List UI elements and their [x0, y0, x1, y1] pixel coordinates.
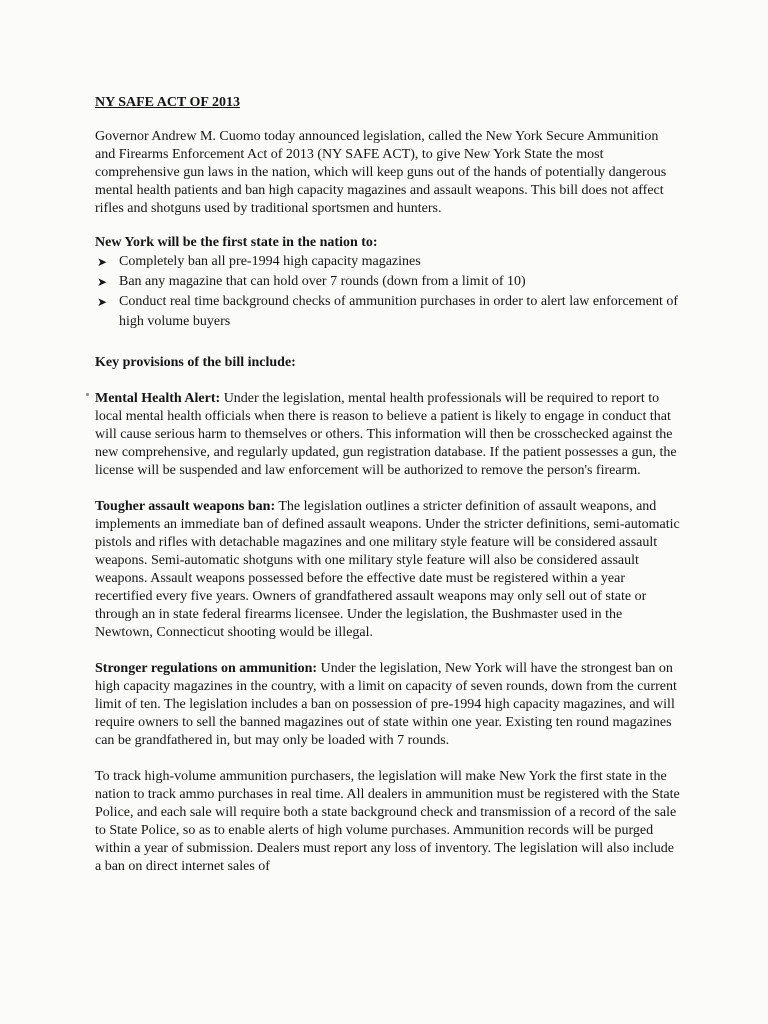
section-lead: Tougher assault weapons ban:: [95, 499, 276, 514]
section-text: Under the legislation, mental health professionals will be required to report to local mental health officials when there is reason to believe a patient is likely to engage in conduct that will cause serious harm to themselves or others. This information will then be crosschecked against the new comprehensive, and regularly updated, gun registration database. If the patient possesses a gun, the license will be suspended and law enforcement will be authorized to remove the person's firearm.: [95, 391, 677, 478]
closing-paragraph: To track high-volume ammunition purchasers, the legislation will make New York the first state in the nation to track ammo purchases in real time. All dealers in ammunition must be registered with the State Police, and each sale will require both a state background check and transmission of a record of the sale to State Police, so as to enable alerts of high volume purchases. Ammunition records will be purged within a year of submission. Dealers must report any loss of inventory. The legislation will also include a ban on direct internet sales of: [95, 769, 680, 874]
section-lead: Mental Health Alert:: [95, 391, 221, 406]
list-item: [95, 252, 680, 272]
arrow-bullet-icon: ➤: [97, 255, 108, 269]
document-body: [95, 94, 680, 876]
list-item-text: Conduct real time background checks of ammunition purchases in order to alert law enforcement of high volume buyers: [119, 294, 679, 329]
document-title: NY SAFE ACT OF 2013: [95, 95, 240, 110]
first-state-list: [95, 252, 680, 332]
section-lead: Stronger regulations on ammunition:: [95, 661, 318, 676]
section-text: The legislation outlines a stricter definition of assault weapons, and implements an immediate ban of defined assault weapons. Under the stricter definitions, semi-automatic pistols and rifles with detachable magazines and one military style feature will be considered assault weapons. Semi-automatic shotguns with one military style feature will also be considered assault weapons. Assault weapons possessed before the effective date must be registered within a year recertified every five years. Owners of grandfathered assault weapons may only sell out of state or through an in state federal firearms licensee. Under the legislation, the Bushmaster used in the Newtown, Connecticut shooting would be illegal.: [95, 499, 680, 640]
list-item-text: Ban any magazine that can hold over 7 rounds (down from a limit of 10): [119, 274, 526, 289]
intro-paragraph: Governor Andrew M. Cuomo today announced legislation, called the New York Secure Ammunition and Firearms Enforcement Act of 2013 (NY SAFE ACT), to give New York State the most comprehensive gun laws in the nation, which will keep guns out of the hands of potentially dangerous mental health patients and ban high capacity magazines and assault weapons. This bill does not affect rifles and shotguns used by traditional sportsmen and hunters.: [95, 129, 667, 216]
key-provisions-heading: Key provisions of the bill include:: [95, 355, 296, 370]
first-state-heading: New York will be the first state in the nation to:: [95, 235, 378, 250]
list-item: [95, 292, 680, 332]
list-item: [95, 272, 680, 292]
section-text: Under the legislation, New York will have the strongest ban on high capacity magazines in the country, with a limit on capacity of seven rounds, down from the current limit of ten. The legislation includes a ban on possession of pre-1994 high capacity magazines, and will require owners to sell the banned magazines out of state within one year. Existing ten round magazines can be grandfathered in, but may only be loaded with 7 rounds.: [95, 661, 677, 748]
list-item-text: Completely ban all pre-1994 high capacity magazines: [119, 254, 421, 269]
section-assault-weapons-ban: [95, 498, 680, 642]
scan-speck: [86, 393, 89, 396]
arrow-bullet-icon: ➤: [97, 295, 108, 309]
section-mental-health-alert: [95, 390, 680, 480]
section-ammunition-regulations: [95, 660, 680, 750]
arrow-bullet-icon: ➤: [97, 275, 108, 289]
